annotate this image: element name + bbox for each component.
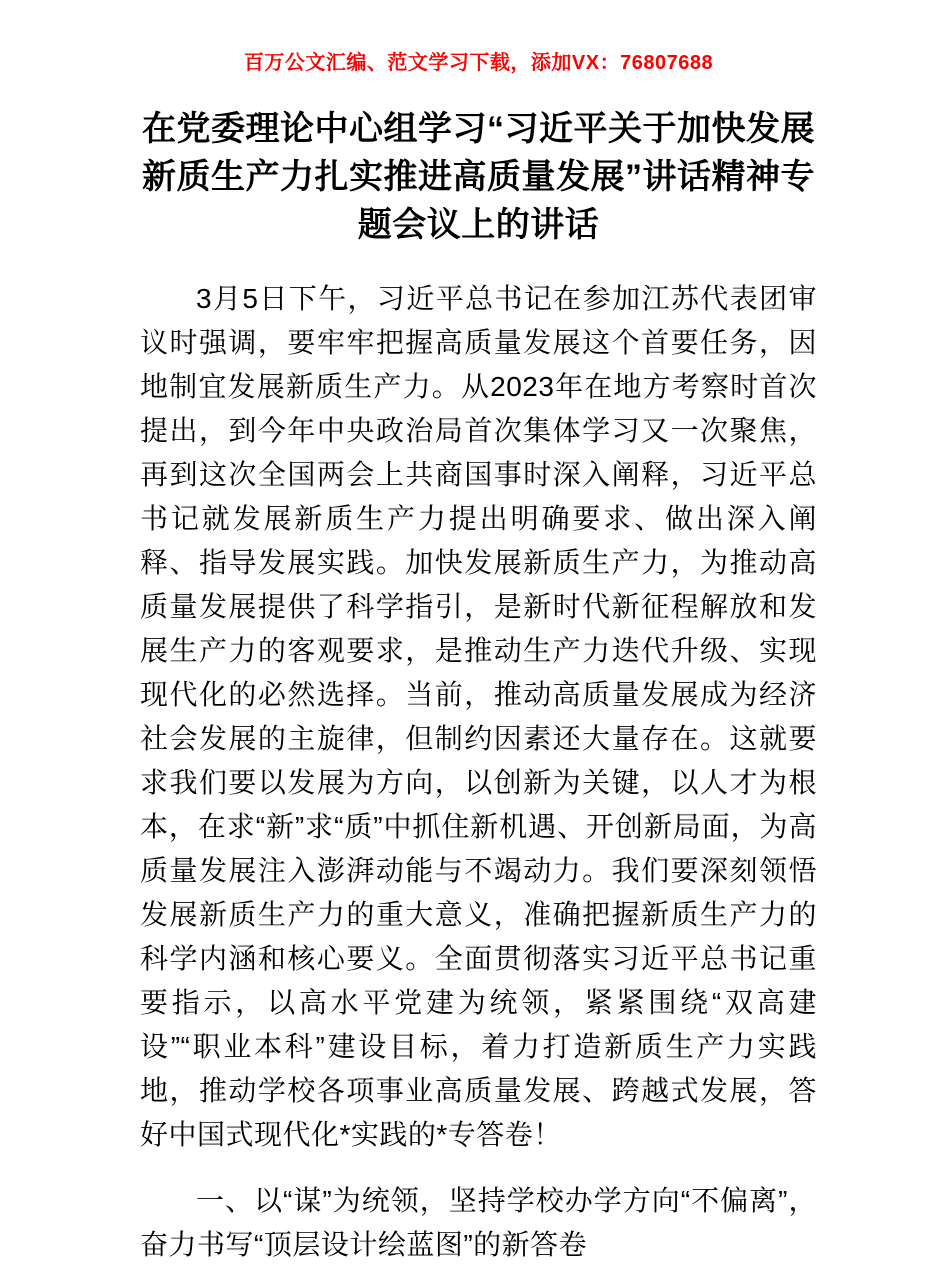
section-heading-paragraph: 一、以“谋”为统领，坚持学校办学方向“不偏离”，奋力书写“顶层设计绘蓝图”的新答卷: [140, 1185, 817, 1260]
header-notice: 百万公文汇编、范文学习下载，添加VX：76807688: [243, 52, 714, 74]
body-paragraph-1: 3月5日下午，习近平总书记在参加江苏代表团审议时强调，要牢牢把握高质量发展这个首要任务，因地制宜发展新质生产力。从2023年在地方考察时首次提出，到今年中央政治局首次集体学习又一次聚焦，再到这次全国两会上共商国事时深入阐释，习近平总书记就发展新质生产力提出明确要求、做出深入阐释、指导发展实践。加快发展新质生产力，为推动高质量发展提供了科学指引，是新时代新征程解放和发展生产力的客观要求，是推动生产力迭代升级、实现现代化的必然选择。当前，推动高质量发展成为经济社会发展的主旋律，但制约因素还大量存在。这就要求我们要以发展为方向，以创新为关键，以人才为根本，在求“新”求“质”中抓住新机遇、开创新局面，为高质量发展注入澎湃动能与不竭动力。我们要深刻领悟发展新质生产力的重大意义，准确把握新质生产力的科学内涵和核心要义。全面贯彻落实习近平总书记重要指示，以高水平党建为统领，紧紧围绕“双高建设”“职业本科”建设目标，着力打造新质生产力实践地，推动学校各项事业高质量发展、跨越式发展，答好中国式现代化*实践的*专答卷！: [140, 283, 817, 1150]
document-title: 在党委理论中心组学习“习近平关于加快发展新质生产力扎实推进高质量发展”讲话精神专题会议上的讲话: [142, 110, 815, 244]
